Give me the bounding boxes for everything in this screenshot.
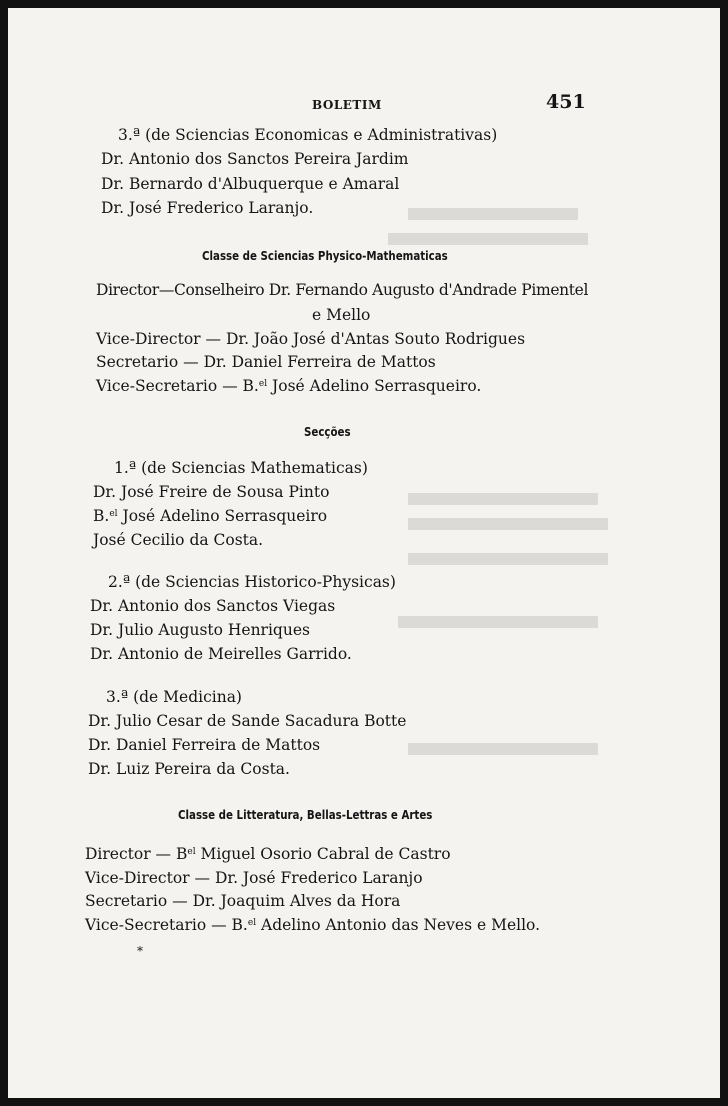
director-line — [85, 845, 451, 863]
page-number: 451 — [546, 91, 586, 113]
vice-secretary-line — [96, 377, 481, 395]
document-page — [8, 8, 720, 1098]
class-title: Classe de Litteratura, Bellas-Lettras e Artes — [178, 807, 433, 822]
member-line: Dr. Luiz Pereira da Costa. — [88, 760, 290, 778]
text-part: Miguel Osorio Cabral de Castro — [195, 845, 451, 863]
member-line: Dr. Antonio de Meirelles Garrido. — [90, 645, 352, 663]
director-line: Director—Conselheiro Dr. Fernando Augusto d'Andrade Pimentel — [96, 281, 589, 299]
member-line: Dr. Antonio dos Sanctos Pereira Jardim — [101, 150, 409, 168]
bleed-through-mark — [408, 493, 598, 505]
text-part: José Adelino Serrasqueiro. — [267, 377, 482, 395]
bleed-through-mark — [388, 233, 588, 245]
section-heading: 3.ª (de Sciencias Economicas e Administrativas) — [118, 126, 498, 144]
secretary-line: Secretario — Dr. Daniel Ferreira de Mattos — [96, 353, 436, 371]
superscript: el — [258, 379, 268, 389]
superscript: el — [109, 509, 118, 519]
bleed-through-mark — [408, 518, 608, 530]
bleed-through-mark — [408, 743, 598, 755]
superscript: el — [187, 847, 196, 857]
member-line: Dr. Julio Augusto Henriques — [90, 621, 310, 639]
running-header-title: BOLETIM — [312, 98, 382, 112]
member-line: Dr. Julio Cesar de Sande Sacadura Botte — [88, 712, 407, 730]
superscript: el — [247, 918, 257, 928]
section-heading: 3.ª (de Medicina) — [106, 688, 242, 706]
text-part: Vice-Secretario — B. — [85, 916, 248, 934]
text-part: José Adelino Serrasqueiro — [117, 507, 328, 525]
member-line — [93, 507, 327, 525]
text-part: Adelino Antonio das Neves e Mello. — [256, 916, 541, 934]
subsection-title: Secções — [304, 424, 351, 439]
director-line-continued: e Mello — [312, 306, 371, 324]
class-title: Classe de Sciencias Physico-Mathematicas — [202, 248, 448, 263]
vice-director-line: Vice-Director — Dr. João José d'Antas Souto Rodrigues — [96, 330, 526, 348]
vice-secretary-line — [85, 916, 540, 934]
bleed-through-mark — [408, 208, 578, 220]
section-heading: 2.ª (de Sciencias Historico-Physicas) — [108, 573, 396, 591]
text-part: Vice-Secretario — B. — [96, 377, 259, 395]
vice-director-line: Vice-Director — Dr. José Frederico Laranjo — [85, 869, 423, 887]
member-line: Dr. José Frederico Laranjo. — [101, 199, 314, 217]
section-heading: 1.ª (de Sciencias Mathematicas) — [114, 459, 368, 477]
member-line: Dr. Antonio dos Sanctos Viegas — [90, 597, 336, 615]
text-part: B. — [93, 507, 110, 525]
member-line: José Cecilio da Costa. — [93, 531, 264, 549]
member-line: Dr. Daniel Ferreira de Mattos — [88, 736, 321, 754]
ornament-mark: * — [137, 944, 143, 958]
member-line: Dr. José Freire de Sousa Pinto — [93, 483, 330, 501]
secretary-line: Secretario — Dr. Joaquim Alves da Hora — [85, 892, 401, 910]
member-line: Dr. Bernardo d'Albuquerque e Amaral — [101, 175, 400, 193]
bleed-through-mark — [408, 553, 608, 565]
text-part: Director — B — [85, 845, 188, 863]
bleed-through-mark — [398, 616, 598, 628]
